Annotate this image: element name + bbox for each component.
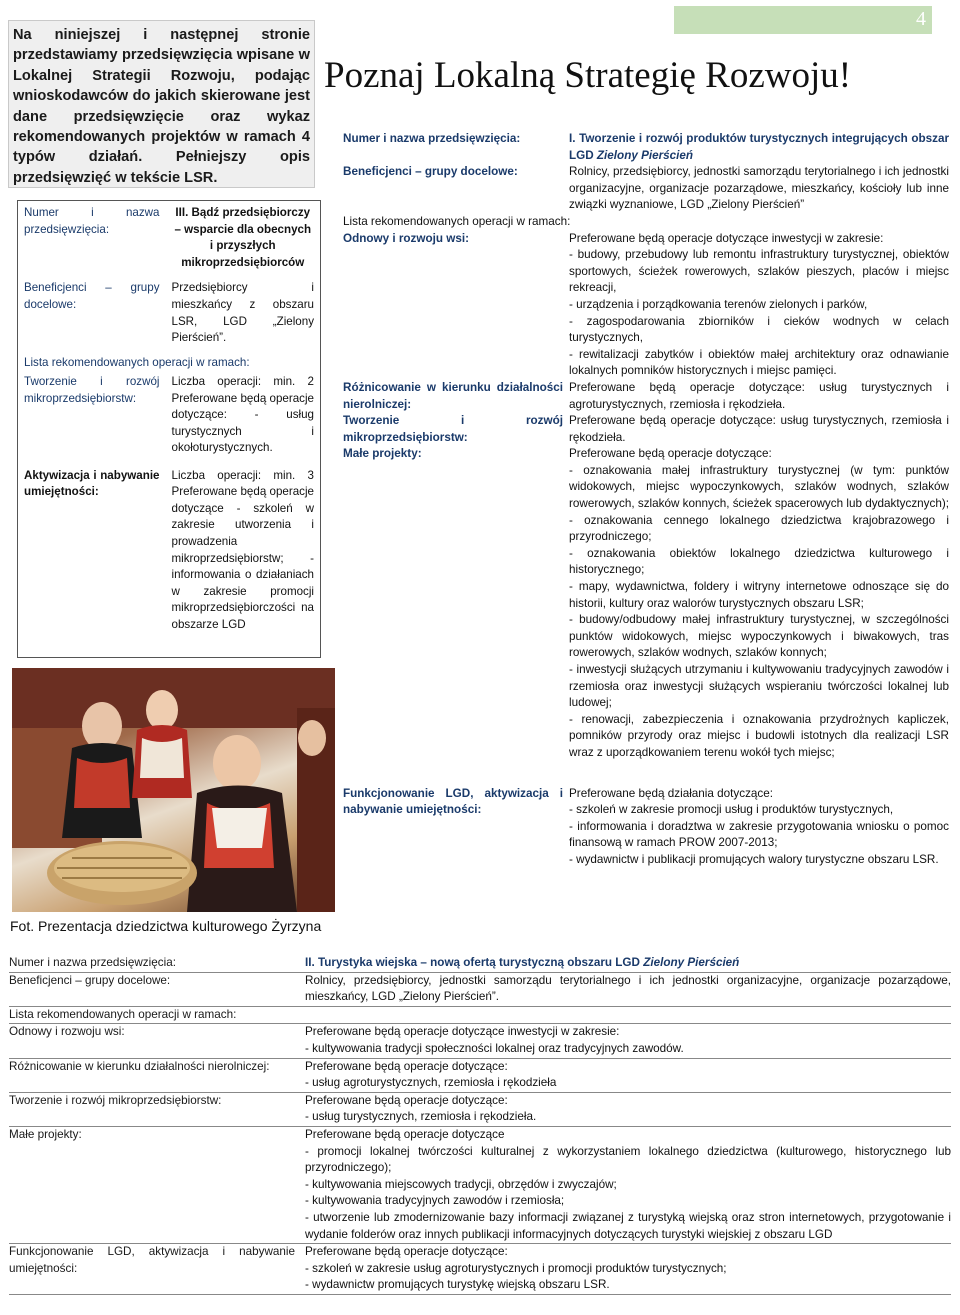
list-item: - szkoleń w zakresie promocji usług i produktów turystycznych, — [569, 803, 894, 817]
table-row — [343, 380, 949, 413]
intro-text: Na niniejszej i następnej stronie przedstawiamy przedsięwzięcia wpisane w Lokalnej Strategii Rozwoju, podając wnioskodawców do jakich skierowane jest dane przedsięwzięcie oraz wykaz rekomendowanych projektów w ramach 4 typów działań. Pełniejszy opis przedsięwzięć w tekście LSR. — [13, 27, 310, 186]
table-row — [9, 1024, 951, 1058]
list-item: - informowania i doradztwa w zakresie przygotowania wniosku o pomoc finansową w ramach PROW 2007-2013; — [569, 819, 949, 850]
bottom-numer-label: Numer i nazwa przedsięwzięcia: — [9, 956, 176, 969]
list-item: - renowacji, zabezpieczenia i oznakowania przydrożnych kapliczek, pomników przyrody oraz miejsc i budowli istotnych dla realizacji LSR wraz z uporządkowaniem terenu wokół tych miejsc; — [569, 712, 949, 759]
list-item: - wydawnictw i publikacji promujących walory turystyczne obszaru LSR. — [569, 852, 939, 866]
right-male-label: Małe projekty: — [343, 447, 422, 461]
right-tworzenie-label: Tworzenie i rozwój mikroprzedsiębiorstw: — [343, 414, 563, 444]
table-row — [18, 280, 321, 355]
right-numer-label: Numer i nazwa przedsięwzięcia: — [343, 132, 521, 145]
list-item: Preferowane będą operacje dotyczące: — [305, 1093, 508, 1107]
table-row — [9, 955, 951, 972]
bottom-numer-value-text: II. Turystyka wiejska – nową ofertą turystyczną obszaru LGD — [305, 956, 644, 969]
list-item: - szkoleń w zakresie usług agroturystycznych i promocji produktów turystycznych; — [305, 1261, 727, 1275]
left-numer-value: III. Bądź przedsiębiorczy – wsparcie dla obecnych i przyszłych mikroprzedsiębiorców — [174, 206, 312, 269]
photo-caption: Fot. Prezentacja dziedzictwa kulturowego Żyrzyna — [10, 918, 322, 934]
bottom-male-value — [305, 1126, 951, 1243]
table-row — [343, 446, 949, 761]
table-row — [9, 1092, 951, 1126]
bottom-table — [9, 955, 951, 1295]
list-item: Preferowane będą działania dotyczące: — [569, 786, 774, 800]
table-row — [18, 355, 321, 374]
bottom-funk-label: Funkcjonowanie LGD, aktywizacja i nabywanie umiejętności: — [9, 1244, 305, 1295]
right-table — [343, 131, 949, 869]
right-numer-value — [569, 131, 949, 164]
list-item: - inwestycji służących utrzymaniu i kultywowaniu tradycyjnych zawodów i rzemiosła oraz inwestycji służących wspieraniu twórczości lokalnej lub ludowej; — [569, 663, 949, 710]
table-row — [18, 374, 321, 468]
bottom-benef-value: Rolnicy, przedsiębiorcy, jednostki samorządu terytorialnego i ich jednostki organizacyjne, organizacje pozarządowe, mieszkańcy, LGD „Zielony Pierścień”. — [305, 972, 951, 1006]
intro-box — [8, 20, 315, 188]
right-numer-value-italic: Zielony Pierścień — [596, 148, 694, 162]
bottom-odnowa-label: Odnowy i rozwoju wsi: — [9, 1024, 305, 1058]
left-table — [17, 200, 321, 658]
left-lista-label: Lista rekomendowanych operacji w ramach: — [24, 356, 250, 370]
right-odnowa-value — [569, 231, 949, 380]
list-item: - oznakowania obiektów lokalnego dziedzictwa kulturowego i historycznego; — [569, 546, 949, 577]
list-item: Preferowane będą operacje dotyczące: — [305, 1059, 508, 1073]
left-benef-label: Beneficjenci – grupy docelowe: — [24, 281, 160, 312]
list-item: - oznakowania małej infrastruktury turystycznej (w tym: punktów widokowych, miejsc wypoczynkowych, szlaków wodnych, szlaków rowerowych, szlaków konnych, ścieżek spacerowych lub dydaktycznych); — [569, 463, 949, 511]
table-row — [343, 131, 949, 164]
table-row — [18, 468, 321, 658]
bottom-benef-label: Beneficjenci – grupy docelowe: — [9, 972, 305, 1006]
list-item: - utworzenie lub zmodernizowanie bazy informacji związanej z turystyką wiejską oraz stron internetowych, przygotowanie i wydanie folderów oraz innych publikacji informacyjnych dotyczących turystyki wiejskiej z obszaru LGD — [305, 1210, 951, 1241]
left-aktyw-label: Aktywizacja i nabywanie umiejętności: — [24, 468, 160, 499]
list-item: - promocji lokalnej twórczości kulturalnej z wykorzystaniem lokalnego dziedzictwa (kulturowego, historycznego lub przyrodniczego); — [305, 1144, 951, 1175]
left-numer-label: Numer i nazwa przedsięwzięcia: — [24, 206, 160, 236]
table-row — [343, 214, 949, 231]
table-row — [9, 1006, 951, 1024]
list-item: Preferowane będą operacje dotyczące — [305, 1127, 505, 1141]
list-item: - oznakowania cennego lokalnego dziedzictwa krajobrazowego i przyrodniczego; — [569, 513, 949, 544]
table-row — [343, 762, 949, 869]
photo-illustration — [12, 668, 335, 912]
right-benef-value: Rolnicy, przedsiębiorcy, jednostki samorządu terytorialnego i ich jednostki organizacyjne, organizacje pozarządowe, mieszkańcy, kościoły lub inne związki wyznaniowe, LGD „Zielony Pierścień” — [569, 165, 949, 212]
table-row — [343, 231, 949, 380]
right-tworzenie-value: Preferowane będą operacje dotyczące: usług turystycznych, rzemiosła i rękodzieła. — [569, 414, 949, 444]
right-funk-label: Funkcjonowanie LGD, aktywizacja i nabywanie umiejętności: — [343, 786, 563, 817]
page-title: Poznaj Lokalną Strategię Rozwoju! — [324, 55, 852, 96]
list-item: Preferowane będą operacje dotyczące inwestycji w zakresie: — [569, 231, 884, 245]
right-lista-label: Lista rekomendowanych operacji w ramach: — [343, 214, 571, 228]
page-number: 4 — [916, 8, 926, 30]
bottom-funk-value — [305, 1244, 951, 1295]
right-benef-label: Beneficjenci – grupy docelowe: — [343, 165, 518, 179]
bottom-lista-label: Lista rekomendowanych operacji w ramach: — [9, 1006, 951, 1024]
list-item: Preferowane będą operacje dotyczące inwestycji w zakresie: — [305, 1025, 620, 1039]
right-numer-value-text: I. Tworzenie i rozwój produktów turystycznych integrujących obszar LGD — [569, 132, 949, 162]
bottom-tworzenie-label: Tworzenie i rozwój mikroprzedsiębiorstw: — [9, 1092, 305, 1126]
left-benef-value: Przedsiębiorcy i mieszkańcy z obszaru LSR, LGD „Zielony Pierścień”. — [171, 281, 314, 345]
table-row — [9, 1058, 951, 1092]
list-item: - wydawnictw promujących turystykę wiejską obszaru LSR. — [305, 1278, 610, 1292]
bottom-numer-value — [305, 955, 951, 972]
table-row — [9, 1244, 951, 1295]
left-tworzenie-label: Tworzenie i rozwój mikroprzedsiębiorstw: — [24, 374, 160, 405]
table-row — [18, 201, 321, 281]
photo-cultural-heritage — [12, 668, 335, 912]
left-tworzenie-value: Liczba operacji: min. 2 Preferowane będą operacje dotyczące: - usług turystycznych i okołoturystycznych. — [171, 374, 314, 455]
right-funk-value — [569, 762, 949, 869]
bottom-roznic-label: Różnicowanie w kierunku działalności nierolniczej: — [9, 1058, 305, 1092]
list-item: - budowy/odbudowy małej infrastruktury turystycznej, w szczególności punktów widokowych, miejsc wypoczynkowych i biwakowych, tras rowerowych, szlaków wodnych, szlaków konnych; — [569, 613, 949, 660]
bottom-male-label: Małe projekty: — [9, 1126, 305, 1243]
list-item: - kultywowania tradycji społeczności lokalnej oraz tradycyjnych zawodów. — [305, 1041, 684, 1055]
list-item: - kultywowania miejscowych tradycji, obrzędów i zwyczajów; — [305, 1177, 617, 1191]
list-item: - usług turystycznych, rzemiosła i rękodzieła. — [305, 1110, 537, 1124]
list-item: - mapy, wydawnictwa, foldery i witryny internetowe odnoszące się do historii, kultury oraz walorów turystycznych obszaru LSR; — [569, 580, 949, 610]
right-odnowa-label: Odnowy i rozwoju wsi: — [343, 231, 469, 245]
table-row — [9, 972, 951, 1006]
list-item: Preferowane będą operacje dotyczące: — [305, 1245, 508, 1259]
right-male-value — [569, 446, 949, 761]
list-item: - urządzenia i porządkowania terenów zielonych i parków, — [569, 297, 868, 311]
list-item: - usług agroturystycznych, rzemiosła i rękodzieła — [305, 1076, 557, 1090]
list-item: - rewitalizacji zabytków i obiektów małej architektury oraz odnawianie lokalnych pomników historycznych i miejsc pamięci. — [569, 347, 949, 378]
right-roznic-value: Preferowane będą operacje dotyczące: usług turystycznych i agroturystycznych, rzemiosła i rękodzieła. — [569, 380, 949, 411]
list-item: - budowy, przebudowy lub remontu infrastruktury turystycznej, obiektów sportowych, ścieżek rowerowych, szlaków pieszych, placów i miejsc rekreacji, — [569, 248, 949, 295]
list-item: - kultywowania tradycyjnych zawodów i rzemiosła; — [305, 1194, 565, 1208]
bottom-tworzenie-value — [305, 1092, 951, 1126]
bottom-roznic-value — [305, 1058, 951, 1092]
bottom-numer-value-italic: Zielony Pierścień — [643, 956, 740, 969]
right-roznic-label: Różnicowanie w kierunku działalności nierolniczej: — [343, 380, 563, 411]
page-number-box — [674, 6, 932, 34]
list-item: - zagospodarowania zbiorników i cieków wodnych w celach turystycznych, — [569, 314, 949, 345]
list-item: Preferowane będą operacje dotyczące: — [569, 447, 772, 461]
left-aktyw-value: Liczba operacji: min. 3 Preferowane będą operacje dotyczące - szkoleń w zakresie utworzenia i prowadzenia mikroprzedsiębiorstw; - informowania o działaniach w zakresie promocji mikroprzedsiębiorczości na obszarze LGD — [171, 468, 314, 631]
table-row — [9, 1126, 951, 1243]
table-row — [343, 413, 949, 446]
bottom-odnowa-value — [305, 1024, 951, 1058]
table-row — [343, 164, 949, 214]
